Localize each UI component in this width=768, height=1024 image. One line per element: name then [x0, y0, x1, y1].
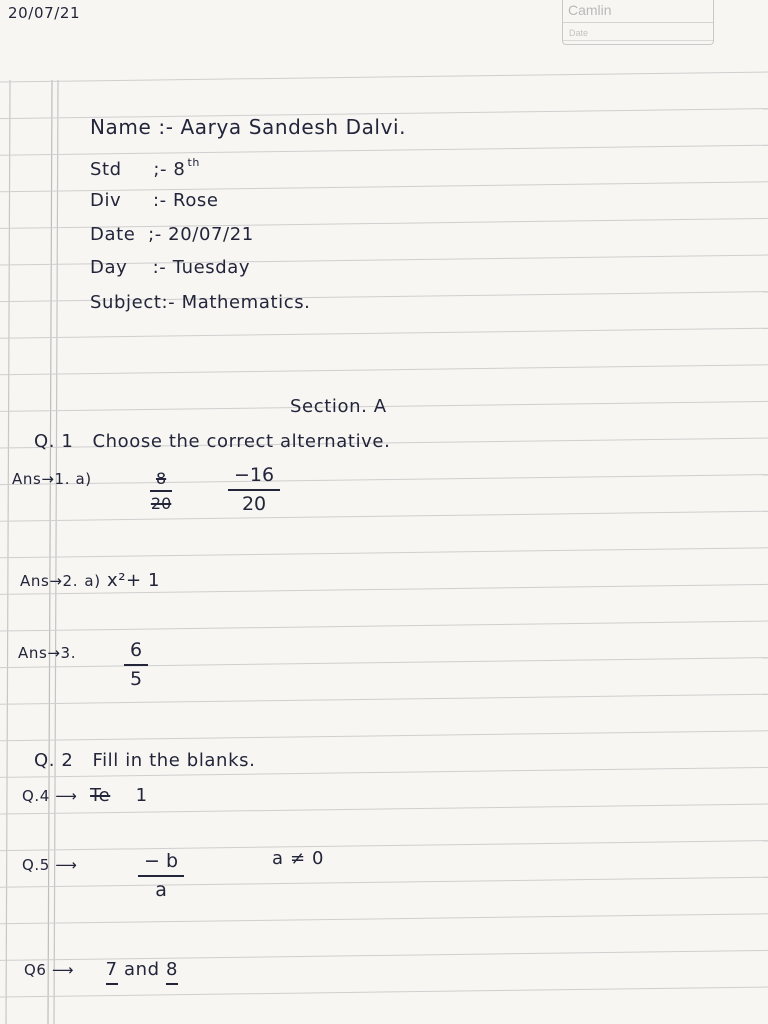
item-answer: 1: [135, 785, 148, 806]
std-label: Std: [90, 159, 122, 180]
answer-joiner: and: [124, 959, 160, 980]
q2-item-6: [24, 961, 178, 979]
answer-2: [20, 572, 160, 590]
answer-fraction: [138, 851, 184, 902]
q2-heading: [34, 752, 255, 770]
fraction-numerator: − b: [138, 851, 184, 877]
subject-row: [90, 294, 311, 312]
day-row: [90, 259, 250, 277]
fraction-denominator: 20: [241, 492, 267, 515]
answer-expression: x²+ 1: [106, 570, 161, 591]
q1-number: Q. 1: [34, 431, 74, 452]
answer-b: 8: [166, 959, 178, 985]
q1-heading: [34, 433, 390, 451]
fraction-denominator: 20: [150, 494, 172, 514]
fraction-numerator: 6: [124, 640, 148, 666]
item-label: Q.4 ⟶: [22, 787, 78, 805]
date-row: [90, 226, 254, 244]
q1-text: Choose the correct alternative.: [92, 431, 391, 452]
answer-fraction: [124, 640, 148, 691]
answer-label: Ans→1.: [12, 470, 71, 488]
struck-fraction: [150, 470, 172, 514]
std-row: [90, 157, 200, 179]
answer-fraction: [228, 465, 280, 516]
std-value: ;- 8: [153, 159, 186, 180]
date-value: ;- 20/07/21: [148, 224, 254, 245]
answer-label: Ans→3.: [18, 644, 77, 662]
std-suffix: th: [187, 156, 200, 169]
name-value: :- Aarya Sandesh Dalvi.: [158, 115, 407, 139]
top-date: 20/07/21: [8, 4, 81, 22]
day-label: Day: [90, 257, 128, 278]
subject-value: :- Mathematics.: [161, 292, 311, 313]
date-box: [562, 0, 714, 45]
condition-note: a ≠ 0: [272, 848, 325, 869]
q2-item-4: [22, 787, 148, 805]
div-label: Div: [90, 190, 122, 211]
q2-text: Fill in the blanks.: [92, 750, 256, 771]
item-label: Q6 ⟶: [24, 961, 75, 979]
name-label: Name: [90, 115, 152, 139]
answer-label: Ans→2.: [20, 572, 79, 590]
brand-label: Camlin: [568, 2, 612, 18]
answer-a: 7: [106, 959, 118, 985]
name-row: [90, 117, 406, 137]
fraction-denominator: 5: [130, 667, 143, 690]
fraction-numerator: 8: [150, 470, 172, 492]
fraction-denominator: a: [155, 878, 167, 901]
day-value: :- Tuesday: [152, 257, 251, 278]
q2-number: Q. 2: [34, 750, 74, 771]
div-row: [90, 192, 219, 210]
section-title: Section. A: [290, 396, 387, 417]
struck-word: Te: [90, 785, 111, 806]
subject-label: Subject: [90, 292, 162, 313]
fraction-numerator: −16: [228, 465, 280, 491]
date-label: Date: [90, 224, 136, 245]
div-value: :- Rose: [152, 190, 219, 211]
date-box-label: Date: [569, 28, 589, 38]
item-label: Q.5 ⟶: [22, 856, 78, 874]
answer-option: a): [75, 470, 92, 488]
answer-option: a): [84, 572, 101, 590]
